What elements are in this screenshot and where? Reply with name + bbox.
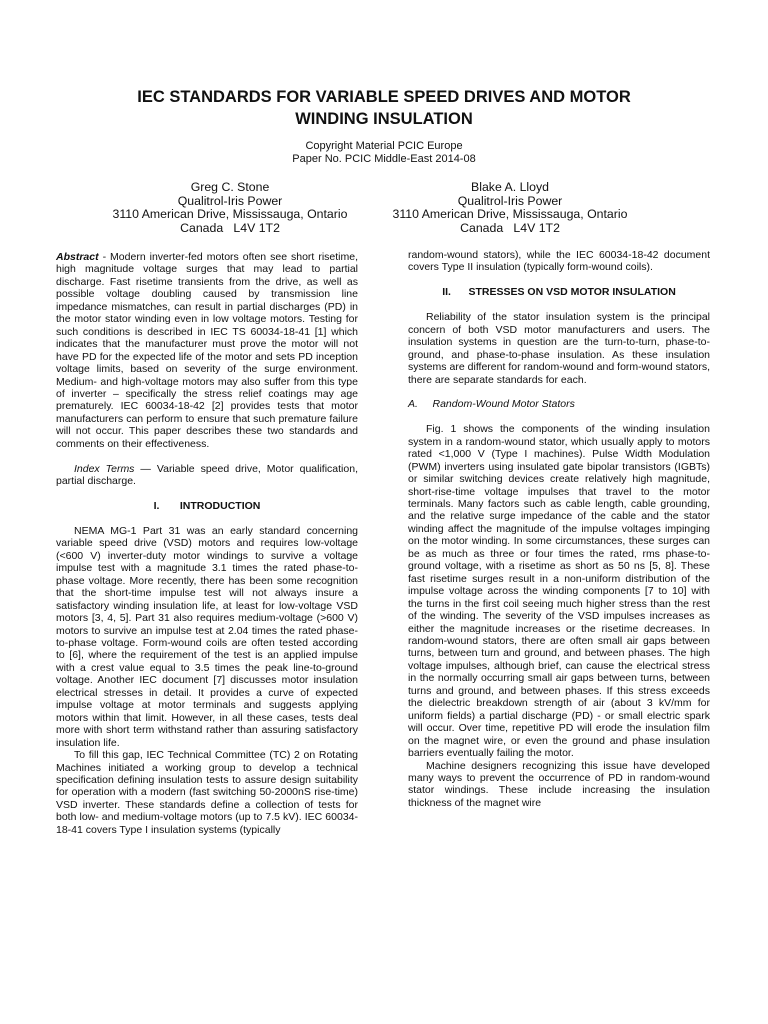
copyright-line: Copyright Material PCIC Europe bbox=[305, 140, 463, 152]
abstract-text: - Modern inverter-fed motors often see short risetime, high magnitude voltage surges that may lead to partial discharge. Fast risetime transients from the drive, as well as possible voltage doubling caused by transmission line impedance mismatches, can result in partial discharges (PD) in the motor stator winding even in low voltage motors. Testing for such conditions is described in IEC TS 60034-18-41 [1] which indicates that the manufacturer must prove the motor will not have PD for the expected life of the motor and sets PD inception voltage limits, based on severity of the surge environment. Medium- and high-voltage motors may also suffer from this type of inverter – specifically the stress relief coatings may age prematurely. IEC 60034-18-42 [2] provides tests that motor manufacturers can perform to ensure that such premature failure will not occur. This paper describes these two standards and comments on their effectiveness. bbox=[56, 251, 358, 450]
intro-paragraph-2: To fill this gap, IEC Technical Committee (TC) 2 on Rotating Machines initiated a working group to develop a technical specification defining insulation tests to assure design suitability for operation with a modern (fast switching 50-2000nS rise-time) VSD inverter. These standards define a collection of tests for both low- and medium-voltage motors (up to 7.5 kV). IEC 60034-18-41 covers Type I insulation systems (typically bbox=[56, 749, 358, 836]
stresses-paragraph-3: Machine designers recognizing this issue have developed many ways to prevent the occurrence of PD in random-wound stator windings. These include increasing the insulation thickness of the magnet wire bbox=[408, 759, 710, 809]
paper-number: Paper No. PCIC Middle-East 2014-08 bbox=[292, 152, 476, 165]
index-terms-label: Index Terms bbox=[74, 462, 135, 475]
paper-title bbox=[80, 86, 688, 130]
intro-paragraph-1: NEMA MG-1 Part 31 was an early standard concerning variable speed drive (VSD) motors and requires low-voltage (<600 V) inverter-duty motor windings to survive a voltage impulse test with a magnitude 3.1 times the rated phase-to-phase voltage. More recently, there has been some recognition that the short-time impulse test will not always insure a satisfactory winding insulation life, at least for low-voltage VSD motors [3, 4, 5]. Part 31 also requires medium-voltage (>600 V) motors to survive an impulse test at 2.04 times the rated phase-to-phase voltage. Form-wound coils are often tested according to [6], where the requirement of the test is an applied impulse with a crest value equal to 3.5 times the peak line-to-ground voltage. Another IEC document [7] discusses motor insulation electrical stresses in detail. It provides a curve of expected impulse voltage at motor terminals and suggests applying motors within that limit. However, in all these cases, tests deal more with short term withstand rather than assuring satisfactory insulation life. bbox=[56, 524, 358, 749]
right-column bbox=[408, 249, 710, 809]
stresses-paragraph-2: Fig. 1 shows the components of the winding insulation system in a random-wound stator, which usually apply to motors rated <1,000 V (Type I machines). Pulse Width Modulation (PWM) inverters using insulated gate bipolar transistors (IGBTs) or similar switching devices create relatively high magnitude, short-rise-time voltage impulses that travel to the motor terminals. Many factors such as cable length, cable grounding, and the relative surge impedance of the cable and the stator winding affect the magnitude of the impulse voltages impinging on the motor winding. In some circumstances, these surges can be as much as three or four times the rated, rms phase-to-ground voltage, with a risetime as short as 50 ns [5, 8]. These fast risetime surges result in a non-uniform distribution of the impulse voltage across the winding components [7 to 10] with the turns in the first coil seeing much higher stress than the rest of the winding. The severity of the VSD impulses increases as either the magnitude increases or the risetime decreases. In random-wound stators, there are often small air gaps between turns, between turn and ground, and between phases. The high voltage impulses, although brief, can cause the electrical stress in the normally occurring small air gaps between turns, between turns and ground, and between phases. If this stress exceeds the dielectric breakdown strength of air (about 3 kV/mm for uniform fields) a partial discharge (PD) - or small electric spark will occur. Over time, repetitive PD will erode the insulation film on the magnet wire, or even the ground and phase insulation barriers eventually failing the motor. bbox=[408, 423, 710, 760]
subsection-heading-random-wound: A. Random-Wound Motor Stators bbox=[408, 398, 575, 411]
section-heading-introduction: I. INTRODUCTION bbox=[153, 500, 261, 513]
index-terms-text: — Variable speed drive, Motor qualification, partial discharge. bbox=[56, 462, 358, 488]
author-block-2 bbox=[365, 181, 655, 235]
author-address: 3110 American Drive, Mississauga, Ontario bbox=[392, 207, 628, 222]
author-block-1 bbox=[85, 181, 375, 235]
index-terms-paragraph bbox=[56, 463, 358, 488]
abstract-paragraph bbox=[56, 251, 358, 450]
title-line-1: IEC STANDARDS FOR VARIABLE SPEED DRIVES AND MOTOR bbox=[137, 88, 631, 106]
author-address: 3110 American Drive, Mississauga, Ontario bbox=[112, 207, 348, 222]
author-name: Blake A. Lloyd bbox=[471, 180, 549, 194]
paper-meta bbox=[184, 140, 584, 165]
section-heading-stresses: II. STRESSES ON VSD MOTOR INSULATION bbox=[442, 286, 676, 299]
stresses-paragraph-1: Reliability of the stator insulation system is the principal concern of both VSD motor manufacturers and users. The insulation systems in question are the turn-to-turn, phase-to-ground, and phase-to-phase insulation. As these insulation systems are different for random-wound and form-wound stators, there are separate standards for each. bbox=[408, 311, 710, 386]
left-column bbox=[56, 251, 358, 836]
author-country: Canada L4V 1T2 bbox=[180, 220, 280, 235]
author-country: Canada L4V 1T2 bbox=[460, 220, 560, 235]
title-line-2: WINDING INSULATION bbox=[295, 110, 473, 128]
continued-paragraph: random-wound stators), while the IEC 60034-18-42 document covers Type II insulation (typically form-wound coils). bbox=[408, 249, 710, 274]
author-name: Greg C. Stone bbox=[190, 180, 270, 194]
abstract-label: Abstract bbox=[56, 251, 99, 263]
author-org: Qualitrol-Iris Power bbox=[457, 193, 563, 208]
author-org: Qualitrol-Iris Power bbox=[177, 193, 283, 208]
